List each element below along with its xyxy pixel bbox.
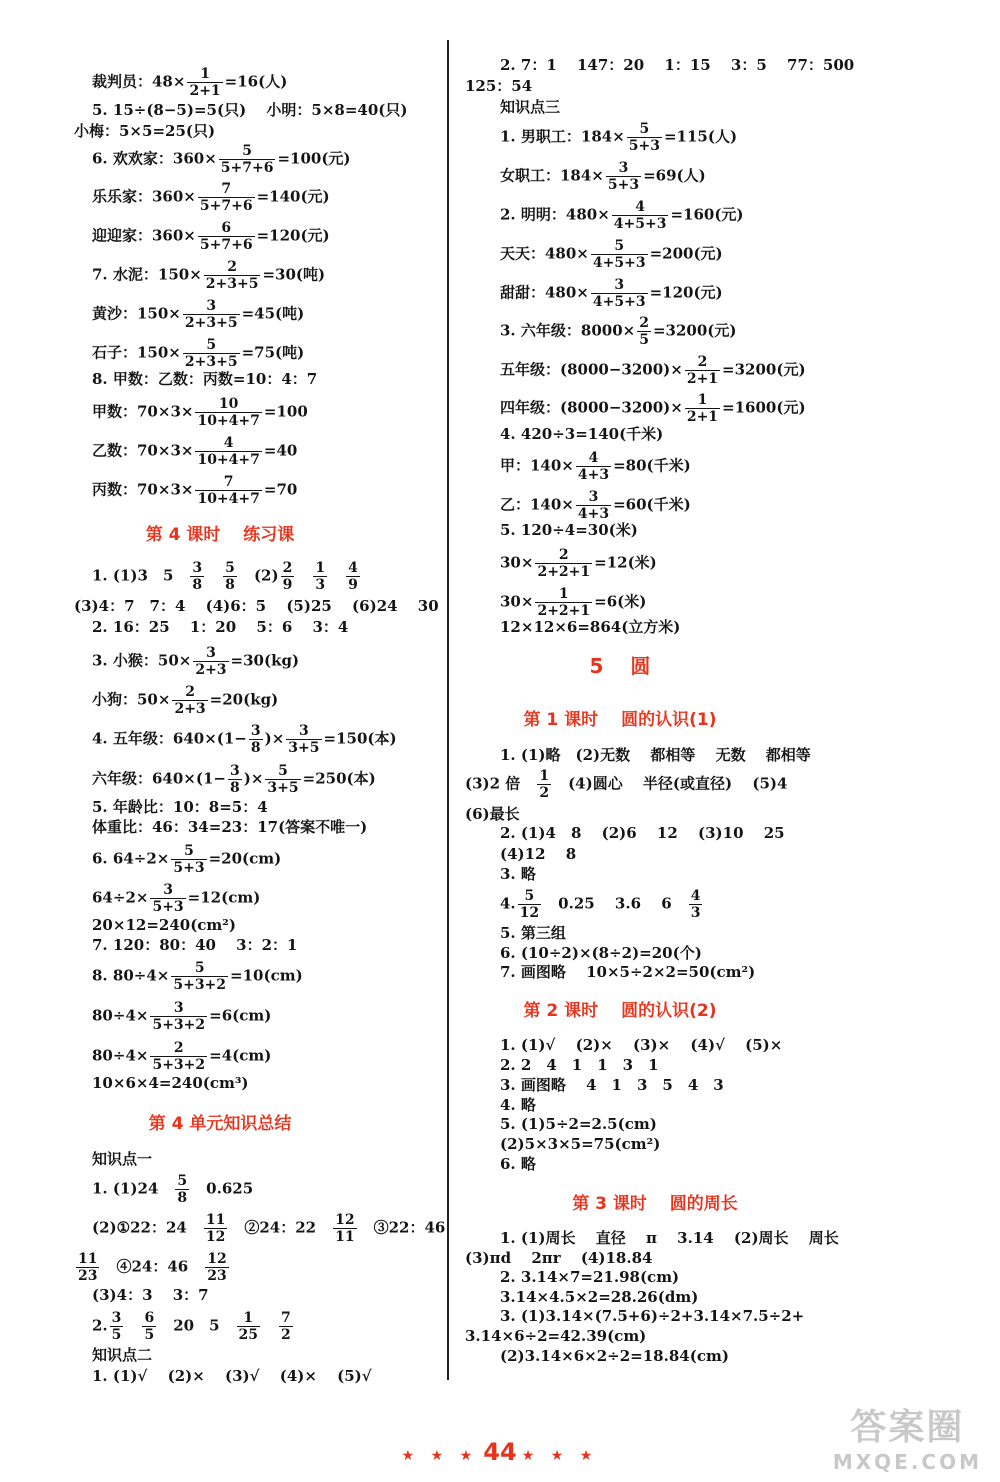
answer-line: 20×12=240(cm²) <box>92 916 236 934</box>
answer-line: (3)4：7 7：4 (4)6：5 (5)25 (6)24 30 <box>74 597 439 615</box>
answer-line: 5. 年龄比：10：8=5：4 <box>92 798 268 816</box>
watermark-url: MXQE.COM <box>832 1450 982 1474</box>
answer-line: 3. 略 <box>500 865 536 883</box>
answer-line: 1. 男职工：184× $\frac{5}{5+3}$ =115(人) <box>500 121 738 154</box>
answer-line: (3)4：3 3：7 <box>92 1286 209 1304</box>
answer-line: 10×6×4=240(cm³) <box>92 1074 249 1092</box>
answer-line: 乙数：70×3× $\frac{4}{10+4+7}$ =40 <box>92 435 298 468</box>
section-heading: 第 4 课时 练习课 <box>145 525 295 545</box>
answer-line: 黄沙：150× $\frac{3}{2+3+5}$ =45(吨) <box>92 298 305 331</box>
answer-line: 2. 3.14×7=21.98(cm) <box>500 1268 680 1286</box>
answer-line: 1. (1)24 $\frac{5}{8}$ 0.625 <box>92 1173 254 1206</box>
answer-line: 2. 16：25 1：20 5：6 3：4 <box>92 618 349 636</box>
answer-line: 12×12×6=864(立方米) <box>500 618 681 636</box>
answer-line: 乙：140× $\frac{3}{4+3}$ =60(千米) <box>500 489 691 522</box>
answer-line: 乐乐家：360× $\frac{7}{5+7+6}$ =140(元) <box>92 181 330 214</box>
answer-line: 1. (1)略 (2)无数 都相等 无数 都相等 <box>500 746 811 764</box>
answer-line: 四年级：(8000−3200)× $\frac{1}{2+1}$ =1600(元) <box>500 392 806 425</box>
answer-line: (3)πd 2πr (4)18.84 <box>465 1249 653 1267</box>
answer-line: 小梅：5×5=25(只) <box>74 122 216 140</box>
answer-line: 1. (1)3 5 $\frac{3}{8}$ $\frac{5}{8}$ (2) $\frac{2}{9}$ $\frac{1}{3}$ $\frac{4}{9}$ <box>92 560 358 593</box>
answer-line: 裁判员：48× $\frac{1}{2+1}$ =16(人) <box>92 66 288 99</box>
answer-line: 64÷2× $\frac{3}{5+3}$ =12(cm) <box>92 882 261 915</box>
star-icon: ★ ★ ★ <box>401 1448 479 1464</box>
answer-line: 8. 甲数：乙数：丙数=10：4：7 <box>92 370 318 388</box>
answer-line: $\frac{11}{23}$ ④24：46 $\frac{12}{23}$ <box>78 1251 227 1284</box>
answer-line: 天天：480× $\frac{5}{4+5+3}$ =200(元) <box>500 238 723 271</box>
answer-line: (4)12 8 <box>500 845 577 863</box>
answer-line: 6. (10÷2)×(8÷2)=20(个) <box>500 944 702 962</box>
answer-line: 3. 六年级：8000× $\frac{2}{5}$ =3200(元) <box>500 315 737 348</box>
answer-line: 2. 7：1 147：20 1：15 3：5 77：500 <box>500 56 855 74</box>
answer-line: 六年级：640×(1− $\frac{3}{8}$ )× $\frac{5}{3+5}$ =250(本) <box>92 763 376 796</box>
star-icon: ★ ★ ★ <box>521 1448 599 1464</box>
answer-line: 30× $\frac{2}{2+2+1}$ =12(米) <box>500 547 657 580</box>
answer-line: 3.14×6÷2=42.39(cm) <box>465 1327 647 1345</box>
answer-line: 1. (1)√ (2)× (3)× (4)√ (5)× <box>500 1036 783 1054</box>
section-heading: 第 4 单元知识总结 <box>148 1114 292 1134</box>
answer-line: (2)3.14×6×2÷2=18.84(cm) <box>500 1347 729 1365</box>
answer-line: (2)①22：24 $\frac{11}{12}$ ②24：22 $\frac{12}{11}$ ③22：46 <box>92 1212 446 1245</box>
answer-line: 80÷4× $\frac{3}{5+3+2}$ =6(cm) <box>92 1000 272 1033</box>
answer-line: 甲数：70×3× $\frac{10}{10+4+7}$ =100 <box>92 396 308 429</box>
answer-line: 4. 略 <box>500 1096 536 1114</box>
subsection-heading: 知识点二 <box>92 1346 153 1364</box>
section-heading: 第 1 课时 圆的认识(1) <box>523 710 717 730</box>
answer-line: 小狗：50× $\frac{2}{2+3}$ =20(kg) <box>92 684 279 717</box>
answer-line: 3.14×4.5×2=28.26(dm) <box>500 1288 699 1306</box>
answer-line: 体重比：46：34=23：17(答案不唯一) <box>92 818 368 836</box>
answer-line: 7. 120：80：40 3：2：1 <box>92 936 298 954</box>
answer-line: (2)5×3×5=75(cm²) <box>500 1135 661 1153</box>
subsection-heading: 知识点一 <box>92 1150 153 1168</box>
chapter-heading: 5 圆 <box>589 654 651 678</box>
answer-line: 五年级：(8000−3200)× $\frac{2}{2+1}$ =3200(元) <box>500 354 806 387</box>
answer-line: 迎迎家：360× $\frac{6}{5+7+6}$ =120(元) <box>92 220 330 253</box>
answer-line: 3. (1)3.14×(7.5+6)÷2+3.14×7.5÷2+ <box>500 1307 805 1325</box>
answer-line: 甜甜：480× $\frac{3}{4+5+3}$ =120(元) <box>500 277 723 310</box>
answer-line: 2. $\frac{3}{5}$ $\frac{6}{5}$ 20 5 $\frac{1}{25}$ $\frac{7}{2}$ <box>92 1310 291 1343</box>
answer-line: 丙数：70×3× $\frac{7}{10+4+7}$ =70 <box>92 474 298 507</box>
answer-line: 5. 第三组 <box>500 924 566 942</box>
page-number: 44 <box>483 1438 517 1466</box>
answer-line: 2. 明明：480× $\frac{4}{4+5+3}$ =160(元) <box>500 199 744 232</box>
answer-line: 6. 欢欢家：360× $\frac{5}{5+7+6}$ =100(元) <box>92 143 351 176</box>
answer-line: 8. 80÷4× $\frac{5}{5+3+2}$ =10(cm) <box>92 960 303 993</box>
answer-line: 5. (1)5÷2=2.5(cm) <box>500 1115 657 1133</box>
answer-line: 3. 画图略 4 1 3 5 4 3 <box>500 1076 724 1094</box>
answer-line: 4. 420÷3=140(千米) <box>500 425 664 443</box>
answer-line: 甲：140× $\frac{4}{4+3}$ =80(千米) <box>500 450 691 483</box>
answer-line: 5. 15÷(8−5)=5(只) 小明：5×8=40(只) <box>92 101 408 119</box>
answer-line: 2. (1)4 8 (2)6 12 (3)10 25 <box>500 824 785 842</box>
answer-line: (3)2 倍 $\frac{1}{2}$ (4)圆心 半径(或直径) (5)4 <box>465 768 788 801</box>
answer-line: 6. 64÷2× $\frac{5}{5+3}$ =20(cm) <box>92 843 282 876</box>
answer-line: 80÷4× $\frac{2}{5+3+2}$ =4(cm) <box>92 1040 272 1073</box>
answer-line: (6)最长 <box>465 805 520 823</box>
answer-line: 7. 画图略 10×5÷2×2=50(cm²) <box>500 963 756 981</box>
answer-line: 女职工：184× $\frac{3}{5+3}$ =69(人) <box>500 160 706 193</box>
answer-line: 6. 略 <box>500 1155 536 1173</box>
answer-line: 3. 小猴：50× $\frac{3}{2+3}$ =30(kg) <box>92 645 300 678</box>
column-divider <box>447 40 449 1380</box>
section-heading: 第 3 课时 圆的周长 <box>572 1194 738 1214</box>
answer-line: 5. 120÷4=30(米) <box>500 521 638 539</box>
answer-line: 石子：150× $\frac{5}{2+3+5}$ =75(吨) <box>92 337 305 370</box>
watermark-text: 答案圈 <box>850 1407 965 1448</box>
answer-line: 2. 2 4 1 1 3 1 <box>500 1056 659 1074</box>
answer-line: 30× $\frac{1}{2+2+1}$ =6(米) <box>500 586 647 619</box>
section-heading: 第 2 课时 圆的认识(2) <box>523 1001 717 1021</box>
answer-line: 1. (1)周长 直径 π 3.14 (2)周长 周长 <box>500 1229 839 1247</box>
watermark <box>833 1399 982 1474</box>
answer-line: 4. 五年级：640×(1− $\frac{3}{8}$ )× $\frac{3}{3+5}$ =150(本) <box>92 723 397 756</box>
answer-line: 125：54 <box>465 77 533 95</box>
answer-line: 4. $\frac{5}{12}$ 0.25 3.6 6 $\frac{4}{3}$ <box>500 888 701 921</box>
answer-line: 1. (1)√ (2)× (3)√ (4)× (5)√ <box>92 1367 372 1385</box>
subsection-heading: 知识点三 <box>500 98 561 116</box>
answer-line: 7. 水泥：150× $\frac{2}{2+3+5}$ =30(吨) <box>92 259 326 292</box>
